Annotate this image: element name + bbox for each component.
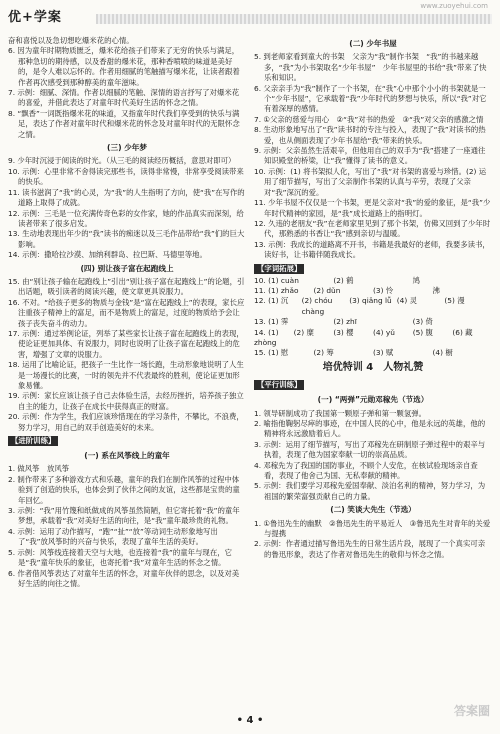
answer-paragraph: 奋和喜悦以及急切想吃爆米花的心情。 bbox=[8, 36, 134, 45]
answer-cell: 12. (1) 沉 bbox=[254, 296, 289, 306]
left-column bbox=[8, 36, 246, 589]
section-title: (二) 少年书屋 bbox=[349, 39, 397, 48]
answer-paragraph: 2. 制作带来了多种游戏方式和乐趣，童年的我们在制作风筝的过程中体验到了创造的快乐，也体会到了伙伴之间的友谊，这些都是宝贵的童年回忆。 bbox=[8, 474, 240, 505]
section-tag: 【平行训练】 bbox=[254, 380, 304, 390]
header-band bbox=[96, 14, 492, 24]
answer-paragraph: 17. 示例：通过举例论证，列举了某些家长让孩子富在起跑线上的表现，使论证更加具体、有说服力，同时也说明了让孩子富在起跑线上的危害，增强了文章的说服力。 bbox=[8, 328, 244, 359]
answer-cell: (4) yǔ bbox=[373, 327, 395, 337]
right-column bbox=[254, 36, 492, 560]
section-title: (二) 笑谈大先生（节选） bbox=[330, 505, 416, 515]
answer-row bbox=[254, 348, 492, 358]
answer-cell: (2) 筹 bbox=[313, 348, 334, 358]
answer-paragraph: 8. “飘香”一词既指爆米花的味道，又指童年时代我们享受到的快乐与满足，表达了作者对童年时代和爆米花的怀念及对童年时代的无限怀念之情。 bbox=[8, 108, 240, 139]
answer-paragraph: 15. 由“别让孩子输在起跑线上”引出“别让孩子富在起跑线上”的论题，引出话题，吸引读者的阅读兴趣，使文章更具说服力。 bbox=[8, 276, 245, 297]
section-title: (四) 别让孩子富在起跑线上 bbox=[80, 263, 174, 273]
answer-paragraph: 20. 示例：作为学生，我们应该珍惜现在的学习条件，不攀比，不浪费，努力学习，用自己的双手创造美好的未来。 bbox=[8, 412, 244, 432]
answer-cell: 鸠 bbox=[412, 275, 421, 285]
answer-paragraph: 18. 运用了比喻论证，把孩子一生比作一场长跑，生动形象地说明了人生是一场漫长的比赛，一时的领先并不代表最终的胜利，使论证更加形象易懂。 bbox=[8, 360, 244, 390]
header-site: www.zuoyehui.com bbox=[420, 2, 488, 10]
answer-paragraph: 1. 领导研制成功了我国第一颗原子弹和第一颗氢弹。 bbox=[254, 408, 426, 418]
answer-cell: 13. (1) 霁 bbox=[254, 317, 289, 327]
answer-paragraph: 8. 生动形象地写出了“我”读书时的专注与投入，表现了“我”对读书的热爱，也从侧面表现了少年书屋给“我”带来的快乐。 bbox=[254, 125, 486, 145]
answer-cell: (4) 灵 bbox=[396, 296, 417, 306]
answer-cell: (3) 赋 bbox=[373, 348, 394, 358]
answer-cell: 15. (1) 慰 bbox=[254, 348, 289, 358]
section-tag-row bbox=[254, 377, 492, 392]
header-logo: 优+学案 bbox=[8, 10, 62, 25]
page-header bbox=[0, 0, 500, 36]
answer-cell: (4) 橱 bbox=[432, 348, 453, 358]
answer-paragraph: 2. 喻指他鞠躬尽瘁的事迹，在中国人民的心中，他是永远的英雄，他的精神将永远激励着后人。 bbox=[254, 419, 486, 439]
section-tag: 【进阶训练】 bbox=[8, 436, 58, 446]
answer-row bbox=[254, 276, 492, 286]
answer-cell: 沸 bbox=[432, 285, 440, 295]
answer-paragraph: 2. 示例：作者通过描写鲁迅先生的日常生活片段，展现了一个真实可亲的鲁迅形象，表达了作者对鲁迅先生的敬仰与怀念之情。 bbox=[254, 539, 486, 559]
answer-row bbox=[254, 317, 492, 327]
answer-cell: (6) 藏 bbox=[452, 327, 473, 337]
unit-title: 培优特训 4 人物礼赞 bbox=[322, 361, 424, 373]
answer-paragraph: 5. 示例：风筝线连接着天空与大地，也连接着“我”的童年与现在，它是“我”童年快乐的象征，也寄托着“我”对童年生活的怀念之情。 bbox=[8, 547, 232, 568]
answer-cell: (2) zhī bbox=[333, 317, 357, 327]
answer-cell: (3) qiǎng lǚ bbox=[349, 296, 392, 306]
answer-cell: 10. (1) cuàn bbox=[254, 275, 299, 285]
answer-cell: (5) 腹 bbox=[412, 327, 433, 337]
answer-paragraph: 3. 示例：“我”用竹篾和纸做成的风筝虽然简陋，但它寄托着“我”的童年梦想，承载着“我”对美好生活的向往，是“我”童年最珍贵的礼物。 bbox=[8, 506, 240, 526]
answer-paragraph: 11. 读书滋润了“我”的心灵，为“我”的人生指明了方向，使“我”在写作的道路上取得了成就。 bbox=[8, 187, 245, 208]
answer-paragraph: 1. ①鲁迅先生的幽默 ②鲁迅先生的平易近人 ③鲁迅先生对青年的关爱与提携 bbox=[254, 518, 491, 539]
answer-cell: (2) 鹤 bbox=[333, 275, 354, 285]
answer-paragraph: 12. 示例：三毛是一位充满传奇色彩的女作家，她的作品真实而深刻，给读者带来了很多启发。 bbox=[8, 208, 244, 228]
answer-cell: (5) 漫 bbox=[444, 296, 465, 306]
answer-paragraph: 11. 少年书屋不仅仅是一个书架，更是父亲对“我”的爱的象征，是“我”少年时代精神的家园，是“我”成长道路上的指明灯。 bbox=[254, 198, 491, 218]
answer-paragraph: 14. 示例：撒哈拉沙漠、加纳利群岛、拉巴斯、马德里等地。 bbox=[8, 250, 207, 260]
answer-cell: (2) dǔn bbox=[313, 285, 341, 295]
answer-cell: 14. (1) zhòng bbox=[254, 327, 279, 347]
answer-paragraph: 19. 示例：家长应该让孩子自己去体验生活，去经历挫折，培养孩子独立自主的能力，让孩子在成长中获得真正的财富。 bbox=[8, 391, 244, 411]
answer-row bbox=[254, 328, 492, 349]
answer-paragraph: 7. ①父亲的慈爱与用心 ②“我”对书的热爱 ③“我”对父亲的感激之情 bbox=[254, 114, 484, 124]
section-title: (一) “两弹”元勋邓稼先（节选） bbox=[317, 395, 429, 405]
answer-paragraph: 5. 示例：我们要学习邓稼先爱国奉献、淡泊名利的精神，努力学习，为祖国的繁荣富强贡献自己的力量。 bbox=[254, 481, 486, 501]
watermark: 答案圈 bbox=[453, 704, 490, 718]
section-tag-row bbox=[8, 433, 246, 448]
answer-paragraph: 5. 到老师家看到童大的书架 父亲为“我”制作书架 “我”的书越来越多，“我”为小书架取名“少年书屋” 少年书屋里的书给“我”带来了快乐和知识。 bbox=[254, 52, 487, 83]
answer-row bbox=[254, 296, 492, 317]
answer-cell: (2) chóu chàng bbox=[301, 296, 333, 316]
section-tag-row bbox=[254, 261, 492, 276]
answer-cell: (2) 糜 bbox=[293, 327, 314, 337]
answer-cell: (3) 倚 bbox=[412, 317, 433, 327]
answer-paragraph: 9. 少年时沉浸于阅读的时光。（从三毛的阅读经历概括，意思对即可） bbox=[8, 156, 236, 166]
answer-paragraph: 12. 久违的老朋友“我”在老师家里见到了那个书架，仿佛又回到了少年时代，那熟悉的书香让“我”感到亲切与温暖。 bbox=[254, 218, 491, 239]
answer-paragraph: 1. 做风筝 放风筝 bbox=[8, 464, 70, 474]
answer-paragraph: 4. 邓稼先为了我国的国防事业，不顾个人安危，在核试验现场亲自查看，表现了他舍己为国、无私奉献的精神。 bbox=[254, 460, 478, 481]
section-title: (三) 少年梦 bbox=[107, 143, 147, 153]
section-tag: 【字词拓展】 bbox=[254, 264, 304, 274]
answer-paragraph: 3. 示例：运用了细节描写，写出了邓稼先在研制原子弹过程中的艰辛与执着，表现了他为国家奉献一切的崇高品质。 bbox=[254, 439, 486, 460]
answer-paragraph: 4. 示例：运用了动作描写，“跑”“扯”“放”等动词生动形象地写出了“我”放风筝时的兴奋与快乐，表现了童年生活的美好。 bbox=[8, 526, 218, 547]
answer-cell: 11. (1) zhǎo bbox=[254, 285, 299, 295]
answer-paragraph: 9. 示例：父亲虽然生活艰辛，但他用自己的双手为“我”搭建了一座通往知识殿堂的桥梁，让“我”懂得了读书的意义。 bbox=[254, 146, 486, 166]
answer-paragraph: 6. 因为童年时期物质匮乏，爆米花给孩子们带来了无穷的快乐与满足，那种急切的期待感，以及香甜的爆米花，那种香喷喷的味道是美好的，是令人难以忘怀的。作者用细腻的笔触描写爆米花，让读者跟着作者再次感受到那种醇美的童年滋味。 bbox=[8, 46, 240, 87]
answer-paragraph: 16. 不对。“给孩子更多的物质与金钱”是“富在起跑线上”的表现，家长应注重孩子精神上的富足，而不是物质上的富足，过度的物质给予会让孩子丧失奋斗的动力。 bbox=[8, 297, 245, 328]
answer-paragraph: 6. 作者借风筝表达了对童年生活的怀念，对童年伙伴的思念，以及对美好生活的向往之情。 bbox=[8, 568, 240, 588]
page-number: • 4 • bbox=[236, 715, 264, 726]
answer-paragraph: 7. 示例：细腻、深情。作者以细腻的笔触、深情的语言抒写了对爆米花的喜爱，并借此表达了对童年时代美好生活的怀念之情。 bbox=[8, 88, 240, 108]
section-title: (一) 系在风筝线上的童年 bbox=[84, 451, 170, 461]
answer-paragraph: 10. 示例：(1) 将书架拟人化，写出了“我”对书架的喜爱与珍惜。(2) 运用了细节描写，写出了父亲制作书架的认真与辛劳，表现了父亲对“我”深沉的爱。 bbox=[254, 166, 487, 197]
answer-paragraph: 10. 示例：心里非常不舍得读完那些书，读得非常慢，非常享受阅读带来的快乐。 bbox=[8, 166, 244, 187]
answer-paragraph: 13. 示例：我成长的道路离不开书，书籍是我最好的老师，我要多读书，读好书，让书籍伴随我成长。 bbox=[254, 239, 490, 260]
answer-cell: (3) 樱 bbox=[333, 327, 354, 337]
answer-paragraph: 6. 父亲亲手为“我”制作了一个书架，在“我”心中那个小小的书架就是一个“少年书屋”，它承载着“我”少年时代的梦想与快乐，所以“我”对它有着深厚的感情。 bbox=[254, 83, 487, 114]
answer-cell: (3) 怜 bbox=[373, 285, 394, 295]
answer-paragraph: 13. 生动地表现出年少的“我”读书的痴迷以及三毛作品带给“我”们的巨大影响。 bbox=[8, 229, 245, 249]
answer-row bbox=[254, 286, 492, 296]
